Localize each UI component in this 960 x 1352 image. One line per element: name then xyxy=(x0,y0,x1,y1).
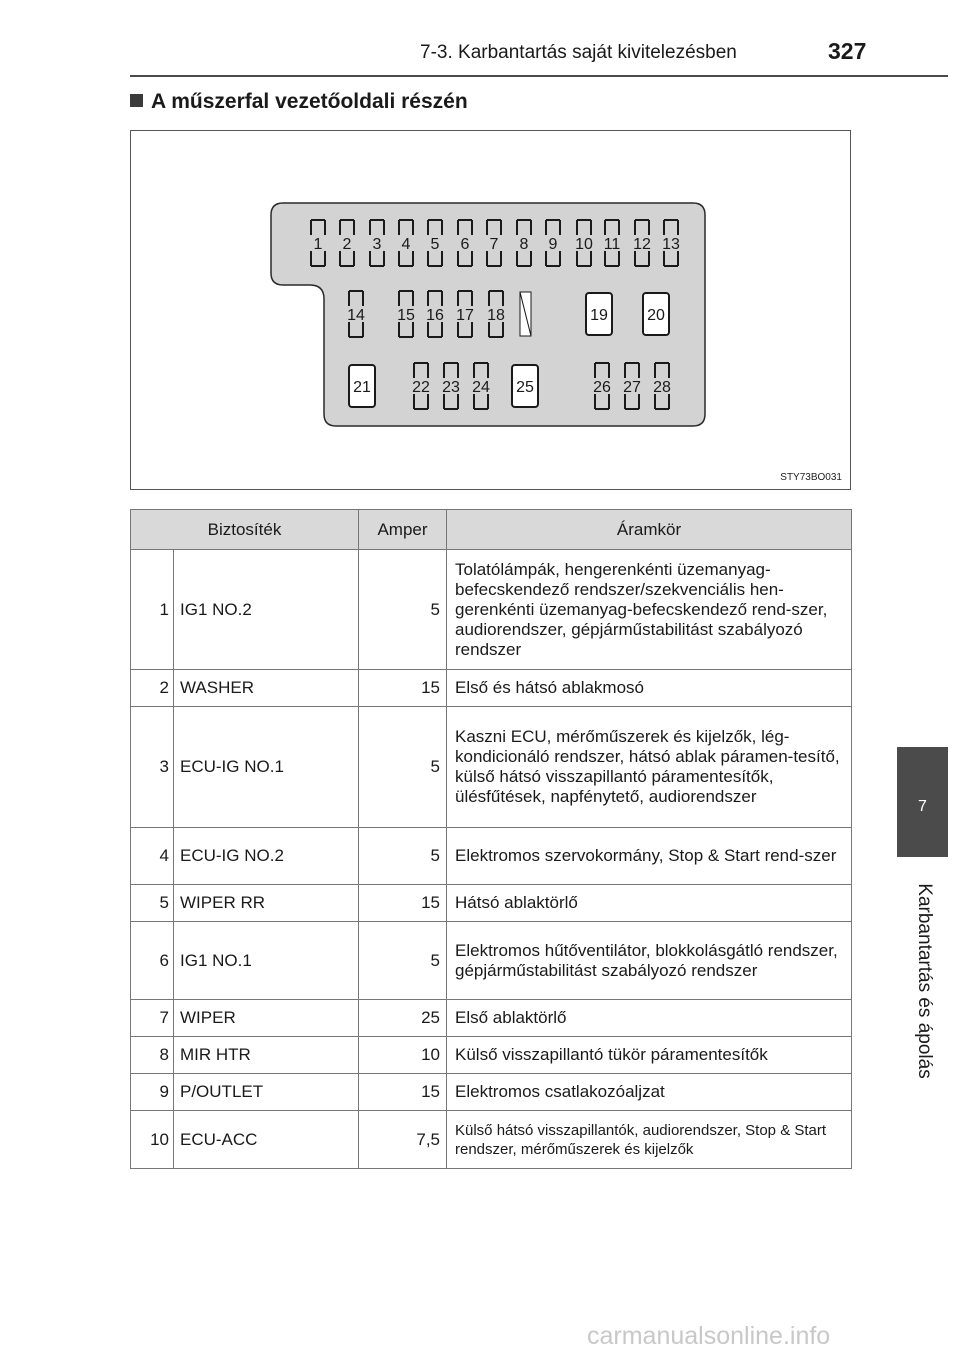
table-row xyxy=(131,707,852,828)
fuse-name: ECU-IG NO.1 xyxy=(174,707,359,828)
fuse-label: 10 xyxy=(575,236,593,253)
fuse-circuit: Külső hátsó visszapillantók, audiorendszer, Stop & Start rendszer, mérőműszerek és kijelzők xyxy=(447,1111,852,1169)
fuse-name: IG1 NO.1 xyxy=(174,922,359,1000)
fuse-circuit: Tolatólámpák, hengerenkénti üzemanyag-befecskendező rendszer/szekvenciális hen-gerenkénti üzemanyag-befecskendező rend-szer, audiorendszer, gépjárműstabilitást szabályozó rendszer xyxy=(447,550,852,670)
fuse-number: 8 xyxy=(131,1037,174,1074)
fuse-amp: 5 xyxy=(359,922,447,1000)
table-row xyxy=(131,1037,852,1074)
fuse-number: 2 xyxy=(131,670,174,707)
fuse-number: 10 xyxy=(131,1111,174,1169)
fuse-label: 25 xyxy=(516,379,534,396)
fuse-number: 5 xyxy=(131,885,174,922)
fuse-label: 23 xyxy=(442,379,460,396)
chapter-title: 7-3. Karbantartás saját kivitelezésben xyxy=(420,42,737,63)
fuse-circuit: Első és hátsó ablakmosó xyxy=(447,670,852,707)
fuse-name: IG1 NO.2 xyxy=(174,550,359,670)
fuse-label: 4 xyxy=(401,236,411,253)
fuse-label: 21 xyxy=(353,379,371,396)
table-row xyxy=(131,922,852,1000)
fuse-label: 26 xyxy=(593,379,611,396)
fuse-amp: 15 xyxy=(359,670,447,707)
page-number: 327 xyxy=(828,38,867,64)
fuse-name: WIPER xyxy=(174,1000,359,1037)
fuse-label: 2 xyxy=(342,236,352,253)
header-fuse: Biztosíték xyxy=(131,510,359,550)
fuse-amp: 10 xyxy=(359,1037,447,1074)
fuse-amp: 7,5 xyxy=(359,1111,447,1169)
table-row xyxy=(131,1074,852,1111)
fuse-name: ECU-IG NO.2 xyxy=(174,828,359,885)
fuse-amp: 5 xyxy=(359,828,447,885)
section-heading xyxy=(130,90,468,114)
fuse-amp: 15 xyxy=(359,1074,447,1111)
fuse-number: 1 xyxy=(131,550,174,670)
fuse-label: 1 xyxy=(313,236,323,253)
chapter-tab-label: Karbantartás és ápolás xyxy=(914,883,935,1079)
fuse-name: WASHER xyxy=(174,670,359,707)
fuse-circuit: Elektromos csatlakozóaljzat xyxy=(447,1074,852,1111)
chapter-tab[interactable]: 7 xyxy=(897,747,948,857)
fuse-box-diagram xyxy=(130,130,851,490)
fuse-label: 17 xyxy=(456,307,474,324)
fuse-label: 28 xyxy=(653,379,671,396)
fuse-label: 14 xyxy=(347,307,365,324)
fuse-label: 16 xyxy=(426,307,444,324)
fuse-number: 7 xyxy=(131,1000,174,1037)
fuse-number: 9 xyxy=(131,1074,174,1111)
figure-code: STY73BO031 xyxy=(780,472,842,483)
fuse-number: 4 xyxy=(131,828,174,885)
fuse-amp: 5 xyxy=(359,550,447,670)
section-heading-text: A műszerfal vezetőoldali részén xyxy=(151,90,468,113)
fuse-label: 15 xyxy=(397,307,415,324)
fuse-circuit: Hátsó ablaktörlő xyxy=(447,885,852,922)
fuse-label: 24 xyxy=(472,379,490,396)
fuse-label: 8 xyxy=(519,236,529,253)
fuse-amp: 15 xyxy=(359,885,447,922)
fuse-circuit: Elektromos szervokormány, Stop & Start rend-szer xyxy=(447,828,852,885)
fuse-label: 6 xyxy=(460,236,470,253)
fuse-table xyxy=(130,509,852,1169)
fuse-amp: 5 xyxy=(359,707,447,828)
fuse-circuit: Elektromos hűtőventilátor, blokkolásgátló rendszer, gépjárműstabilitást szabályozó rendszer xyxy=(447,922,852,1000)
header-divider xyxy=(130,75,948,77)
table-row xyxy=(131,828,852,885)
fuse-label: 22 xyxy=(412,379,430,396)
fuse-label: 7 xyxy=(489,236,499,253)
watermark: carmanualsonline.info xyxy=(587,1322,831,1350)
table-row xyxy=(131,885,852,922)
fuse-label: 9 xyxy=(548,236,558,253)
fuse-box-svg xyxy=(131,131,850,489)
table-header-row xyxy=(131,510,852,550)
fuse-name: MIR HTR xyxy=(174,1037,359,1074)
header-circuit: Áramkör xyxy=(447,510,852,550)
fuse-name: P/OUTLET xyxy=(174,1074,359,1111)
table-row xyxy=(131,1000,852,1037)
fuse-label: 19 xyxy=(590,307,608,324)
fuse-amp: 25 xyxy=(359,1000,447,1037)
fuse-label: 3 xyxy=(372,236,382,253)
table-row xyxy=(131,670,852,707)
fuse-circuit: Külső visszapillantó tükör páramentesítők xyxy=(447,1037,852,1074)
fuse-number: 6 xyxy=(131,922,174,1000)
bullet-square-icon xyxy=(130,94,143,107)
fuse-number: 3 xyxy=(131,707,174,828)
fuse-name: ECU-ACC xyxy=(174,1111,359,1169)
fuse-label: 5 xyxy=(430,236,440,253)
fuse-label: 20 xyxy=(647,307,665,324)
table-row xyxy=(131,1111,852,1169)
fuse-label: 12 xyxy=(633,236,651,253)
header-amper: Amper xyxy=(359,510,447,550)
fuse-label: 13 xyxy=(662,236,680,253)
table-row xyxy=(131,550,852,670)
fuse-label: 27 xyxy=(623,379,641,396)
fuse-circuit: Kaszni ECU, mérőműszerek és kijelzők, lég-kondicionáló rendszer, hátsó ablak páramen-tesítő, külső hátsó visszapillantó páramentesítők, ülésfűtések, napfénytető, audiorendszer xyxy=(447,707,852,828)
fuse-label: 11 xyxy=(603,236,621,253)
fuse-circuit: Első ablaktörlő xyxy=(447,1000,852,1037)
fuse-name: WIPER RR xyxy=(174,885,359,922)
fuse-label: 18 xyxy=(487,307,505,324)
